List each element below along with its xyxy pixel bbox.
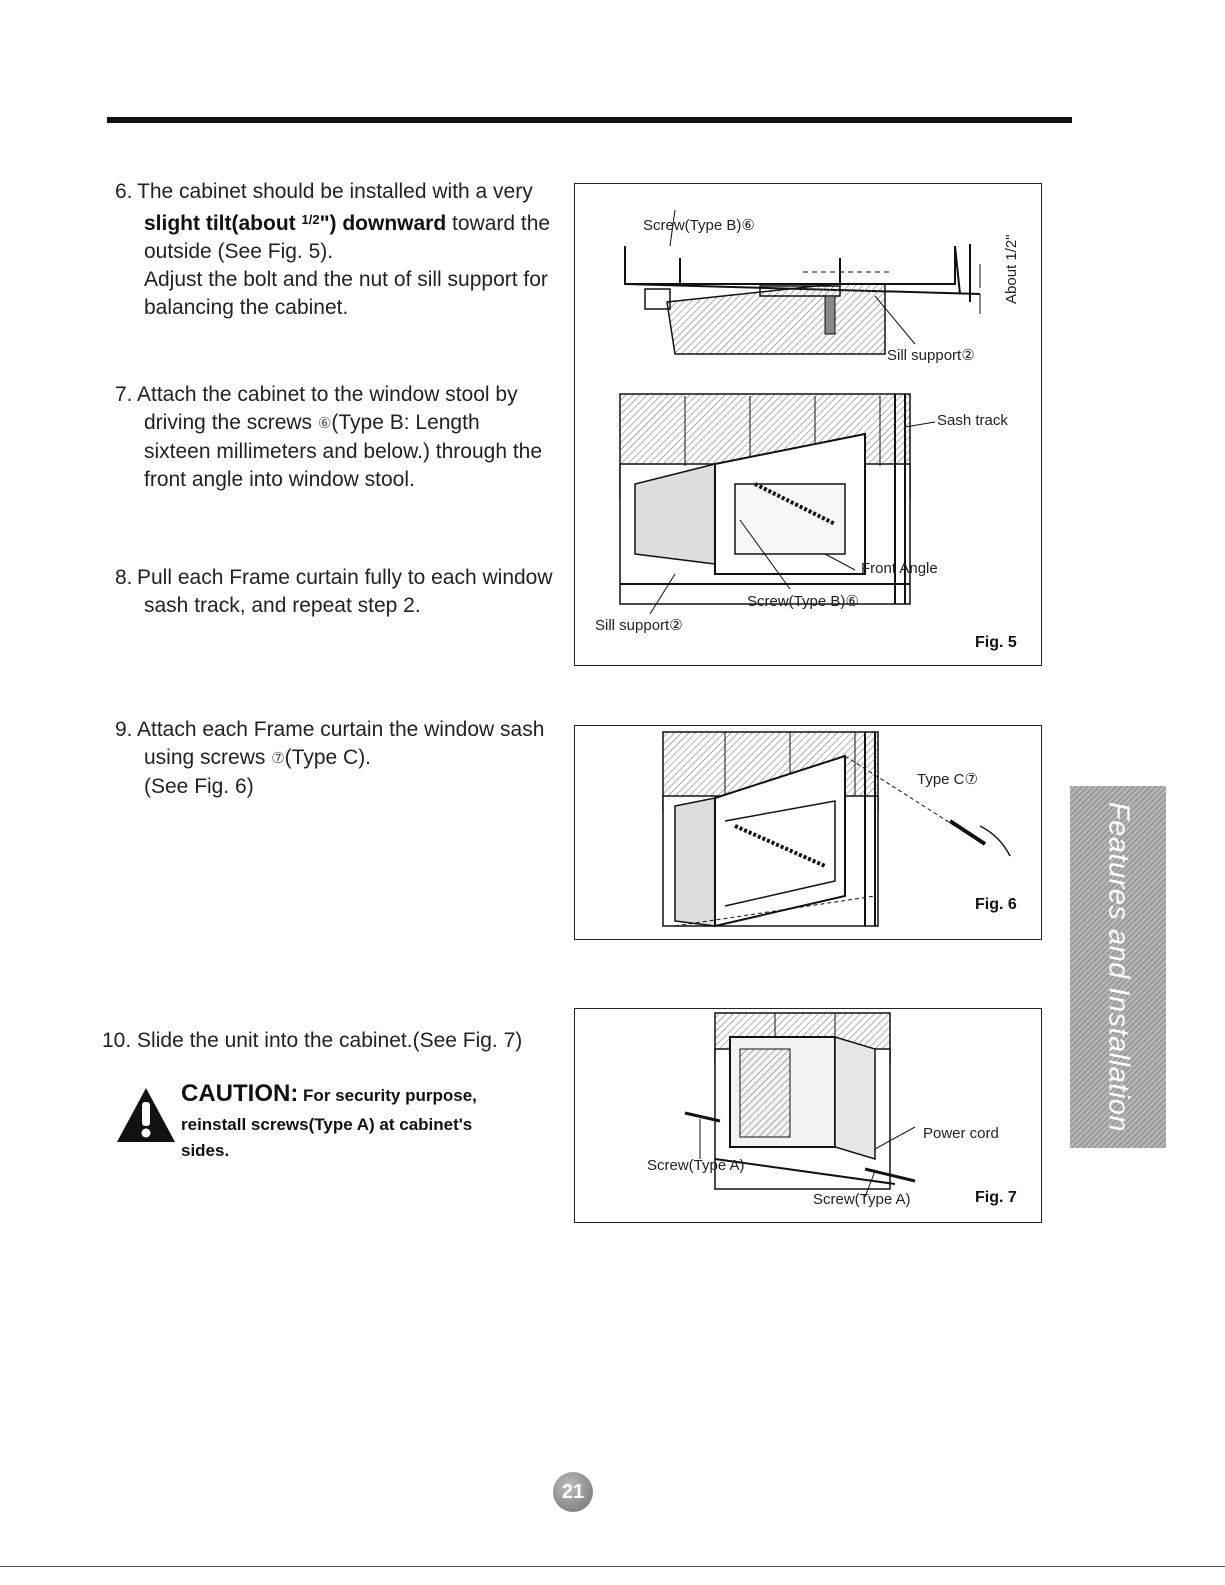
step-number: 8. [115, 566, 133, 589]
callout-sash-track: Sash track [937, 412, 1008, 429]
caution-body [181, 1112, 541, 1164]
step-text: Adjust the bolt and the nut of sill support for [144, 268, 548, 291]
step-number: 7. [115, 383, 133, 406]
callout-screw-left: Screw(Type A) [647, 1157, 745, 1174]
step-text: Attach each Frame curtain the window sash [137, 718, 545, 741]
step-text: using screws [144, 746, 272, 769]
step-text: Slide the unit into the cabinet.(See Fig. 7) [137, 1029, 523, 1052]
part-number: ⑦ [271, 750, 285, 767]
warning-icon [115, 1086, 177, 1144]
caution-heading: CAUTION: [181, 1080, 299, 1107]
part-number: ⑥ [317, 415, 332, 432]
step-text: (See Fig. 6) [144, 775, 254, 798]
figure-6 [574, 725, 1042, 940]
section-tab-label: Features and Installation [1102, 801, 1135, 1133]
frame-curtain-illustration [575, 726, 1041, 939]
step-9 [115, 716, 565, 801]
step-number: 9. [115, 718, 133, 741]
step-text: Attach the cabinet to the window stool by [137, 383, 518, 406]
figure-label: Fig. 6 [975, 896, 1017, 913]
step-number: 10. [102, 1029, 132, 1052]
step-text: outside (See Fig. 5). [144, 240, 334, 263]
figure-7 [574, 1008, 1042, 1223]
tilt-text: slight tilt(about [144, 212, 302, 235]
tilt-emphasis [144, 212, 446, 235]
callout-screw-top: Screw(Type B)⑥ [643, 217, 755, 234]
step-text: (Type C). [284, 746, 372, 769]
tilt-text-end: ") downward [319, 212, 447, 235]
step-number: 6. [115, 180, 133, 203]
callout-power-cord: Power cord [923, 1125, 999, 1142]
bottom-rule [0, 1566, 1225, 1567]
callout-screw-right: Screw(Type A) [813, 1191, 911, 1208]
step-text: front angle into window stool. [144, 468, 415, 491]
step-text: toward the [446, 212, 551, 235]
callout-type-c: Type C⑦ [917, 771, 978, 788]
step-text: The cabinet should be installed with a very [137, 180, 533, 203]
step-6 [115, 178, 565, 322]
step-text: balancing the cabinet. [144, 296, 349, 319]
figure-5 [574, 183, 1042, 666]
step-7 [115, 381, 565, 494]
step-8 [115, 564, 565, 620]
figure-label: Fig. 5 [975, 634, 1017, 651]
callout-screw-bottom: Screw(Type B)⑥ [747, 593, 859, 610]
step-10 [102, 1027, 572, 1055]
figure-label: Fig. 7 [975, 1189, 1017, 1206]
tilt-fraction: 1/2 [301, 212, 320, 227]
caution-text: reinstall screws(Type A) at cabinet's [181, 1115, 473, 1134]
callout-front-angle: Front Angle [861, 560, 938, 577]
unit-insertion-illustration [575, 1009, 1041, 1222]
step-text: Pull each Frame curtain fully to each window [137, 566, 553, 589]
section-tab [1070, 786, 1166, 1148]
step-text: sixteen millimeters and below.) through the [144, 440, 543, 463]
caution-text: sides. [181, 1141, 230, 1160]
callout-sill-support-right: Sill support② [887, 347, 975, 364]
top-rule [107, 117, 1072, 123]
caution-text: For security purpose, [298, 1086, 477, 1105]
callout-sill-support-left: Sill support② [595, 617, 683, 634]
step-text: (Type B: Length [331, 411, 480, 434]
page-number: 21 [553, 1472, 593, 1512]
caution-title [181, 1080, 477, 1108]
callout-about-half-inch: About 1/2" [1003, 234, 1020, 304]
step-text: driving the screws [144, 411, 318, 434]
step-text: sash track, and repeat step 2. [144, 594, 421, 617]
